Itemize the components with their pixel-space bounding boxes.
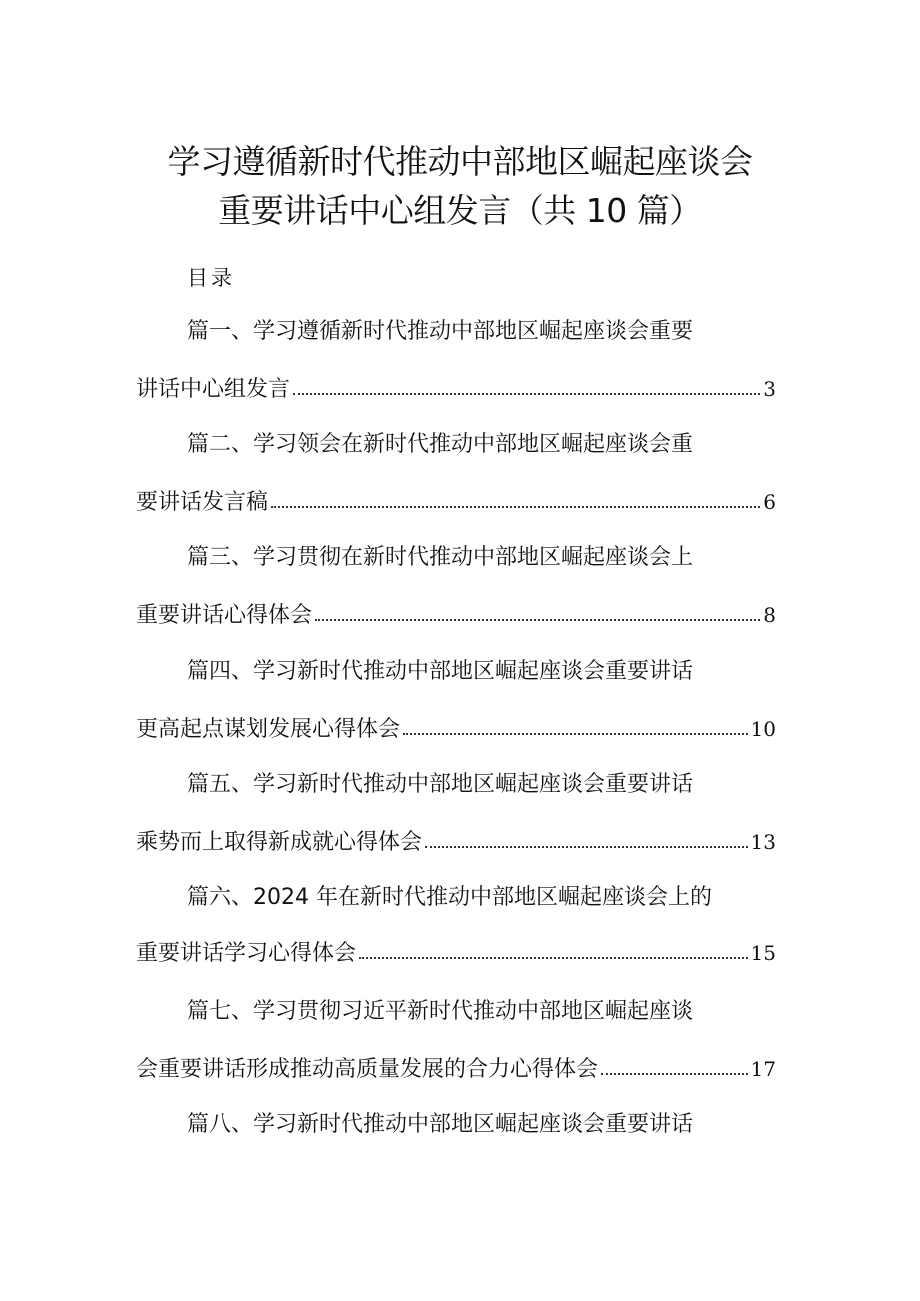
toc-dot-leader [293, 393, 760, 395]
toc-entry-3-page: 8 [763, 603, 776, 627]
toc-entry-2-title[interactable]: 篇二、学习领会在新时代推动中部地区崛起座谈会重 [187, 432, 694, 457]
toc-dot-leader [271, 506, 760, 508]
toc-entry-1-continuation[interactable] [136, 372, 776, 402]
toc-dot-leader [601, 1073, 748, 1075]
toc-entry-2-page: 6 [763, 490, 776, 514]
toc-entry-3-continuation[interactable] [136, 598, 776, 628]
toc-entry-5-page: 13 [750, 830, 776, 854]
toc-dot-leader [425, 846, 748, 848]
toc-entry-8-title[interactable]: 篇八、学习新时代推动中部地区崛起座谈会重要讲话 [187, 1112, 694, 1137]
toc-entry-4-title[interactable]: 篇四、学习新时代推动中部地区崛起座谈会重要讲话 [187, 659, 694, 684]
toc-entry-6-continuation[interactable] [136, 936, 776, 966]
toc-dot-leader [315, 619, 760, 621]
toc-entry-4-page: 10 [750, 717, 776, 741]
toc-entry-6-title[interactable]: 篇六、2024 年在新时代推动中部地区崛起座谈会上的 [187, 885, 712, 910]
toc-heading: 目录 [187, 266, 235, 290]
toc-entry-2-continuation[interactable] [136, 485, 776, 515]
toc-entry-4-continuation[interactable] [136, 712, 776, 742]
document-title-line1: 学习遵循新时代推动中部地区崛起座谈会 [167, 142, 753, 181]
toc-entry-5-title[interactable]: 篇五、学习新时代推动中部地区崛起座谈会重要讲话 [187, 772, 694, 797]
toc-entry-7-title[interactable]: 篇七、学习贯彻习近平新时代推动中部地区崛起座谈 [187, 999, 694, 1024]
toc-dot-leader [403, 733, 748, 735]
toc-entry-1-title[interactable]: 篇一、学习遵循新时代推动中部地区崛起座谈会重要 [187, 319, 694, 344]
toc-entry-5-text: 乘势而上取得新成就心得体会 [136, 830, 423, 855]
toc-entry-6-page: 15 [750, 941, 776, 965]
document-title-line2: 重要讲话中心组发言（共 10 篇） [218, 191, 702, 230]
toc-entry-7-text: 会重要讲话形成推动高质量发展的合力心得体会 [136, 1057, 599, 1082]
toc-entry-6-text: 重要讲话学习心得体会 [136, 941, 357, 966]
toc-entry-7-continuation[interactable] [136, 1052, 776, 1082]
toc-entry-7-page: 17 [750, 1057, 776, 1081]
toc-entry-1-page: 3 [763, 377, 776, 401]
toc-entry-5-continuation[interactable] [136, 825, 776, 855]
toc-entry-2-text: 要讲话发言稿 [136, 490, 269, 515]
toc-dot-leader [359, 957, 748, 959]
toc-entry-4-text: 更高起点谋划发展心得体会 [136, 717, 401, 742]
toc-entry-3-title[interactable]: 篇三、学习贯彻在新时代推动中部地区崛起座谈会上 [187, 545, 694, 570]
toc-entry-1-text: 讲话中心组发言 [136, 377, 291, 402]
toc-entry-3-text: 重要讲话心得体会 [136, 603, 313, 628]
